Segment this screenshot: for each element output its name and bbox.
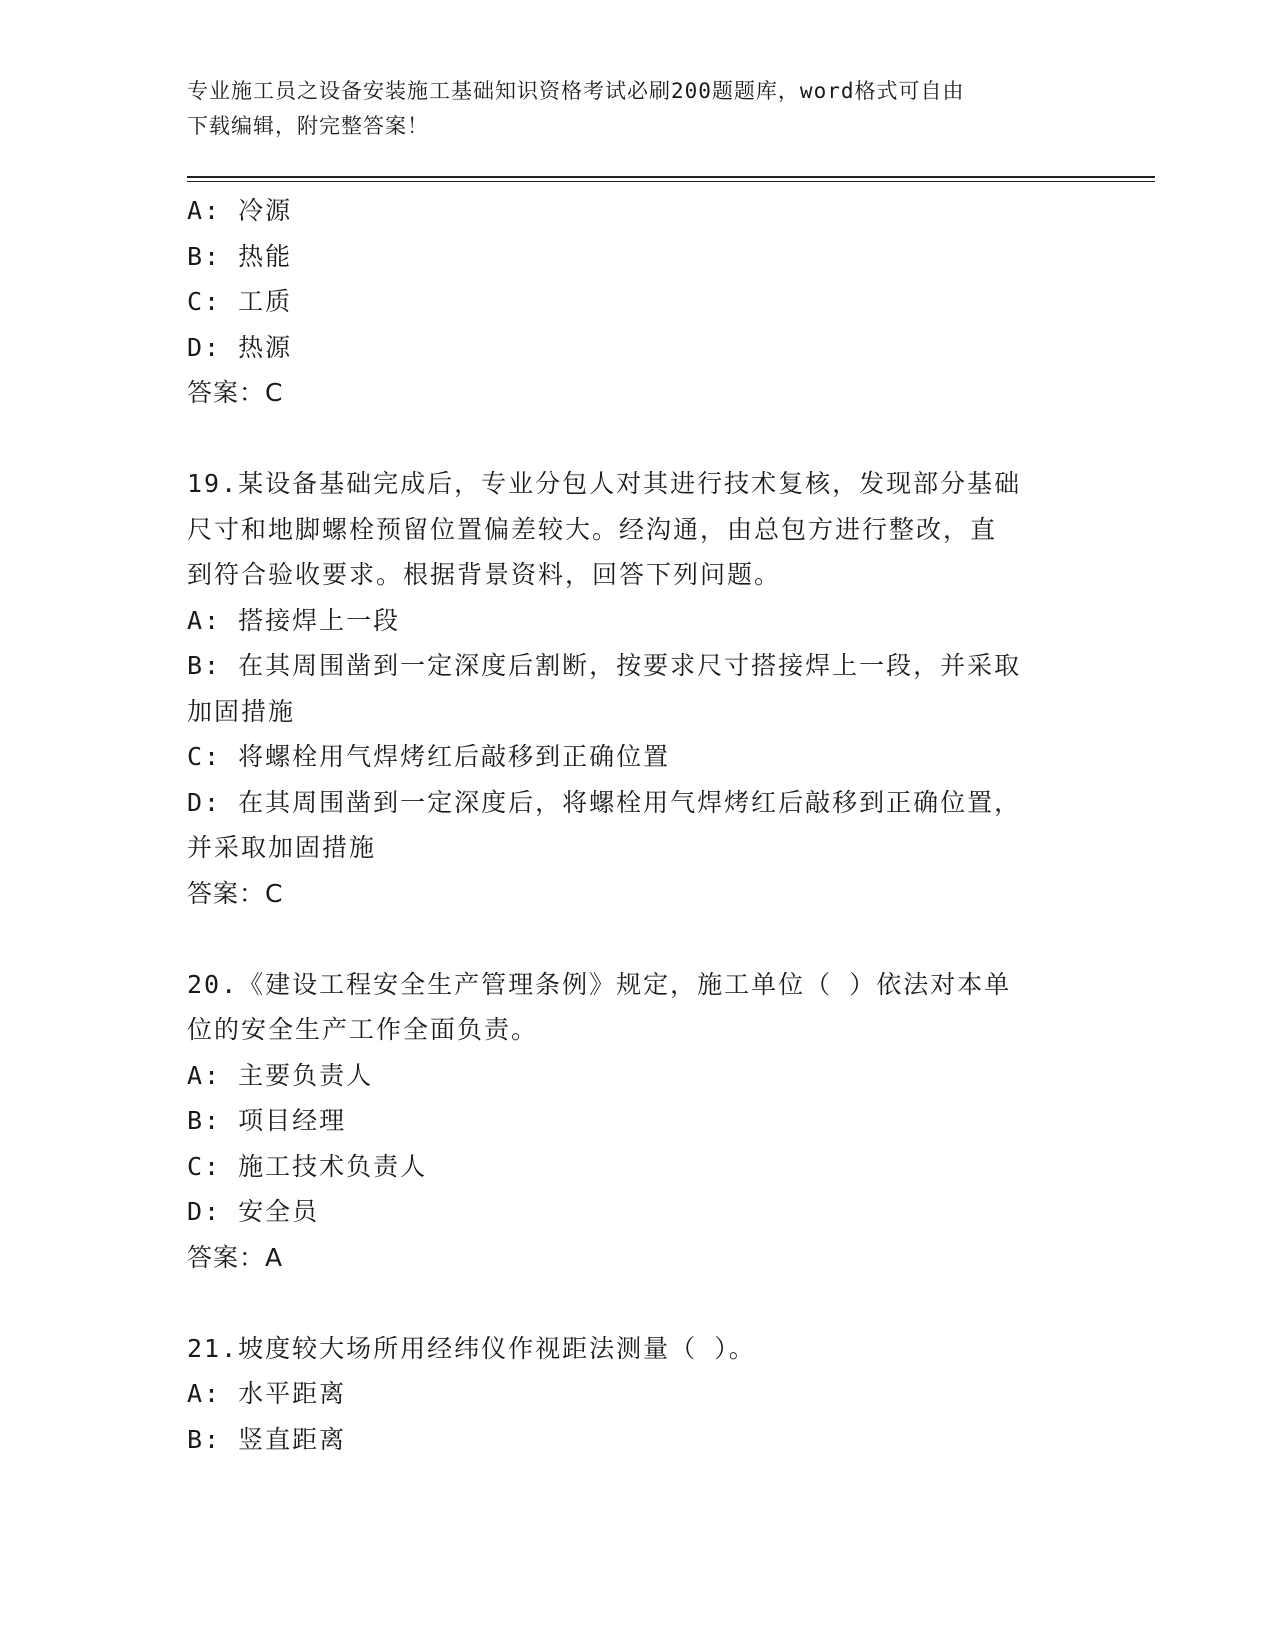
question-stem-line: 19.某设备基础完成后，专业分包人对其进行技术复核，发现部分基础 xyxy=(187,469,1022,498)
question-stem-line: 21.坡度较大场所用经纬仪作视距法测量（ ）。 xyxy=(187,1333,756,1363)
option-d: D: 热源 xyxy=(187,332,293,362)
question-stem-line: 20.《建设工程安全生产管理条例》规定，施工单位（ ）依法对本单 xyxy=(187,969,1012,999)
option-a: A: 冷源 xyxy=(187,196,293,225)
option-a: A: 主要负责人 xyxy=(187,1060,374,1090)
option-a: A: 搭接焊上一段 xyxy=(187,605,401,635)
question-20 xyxy=(187,962,1087,1281)
option-d: D: 在其周围凿到一定深度后，将螺栓用气焊烤红后敲移到正确位置， xyxy=(187,787,1022,817)
question-18-remainder xyxy=(187,188,1087,416)
option-b: B: 竖直距离 xyxy=(187,1424,347,1454)
option-a: A: 水平距离 xyxy=(187,1379,347,1408)
question-21 xyxy=(187,1326,1087,1463)
header-title-line-1: 专业施工员之设备安装施工基础知识资格考试必刷200题题库，word格式可自由 xyxy=(187,79,965,103)
header-rule-thin xyxy=(187,181,1155,182)
page-header xyxy=(187,74,1067,144)
document-body xyxy=(187,188,1087,1462)
header-rule-thick xyxy=(187,176,1155,178)
question-stem-line: 位的安全生产工作全面负责。 xyxy=(187,1015,539,1044)
option-b: B: 热能 xyxy=(187,241,293,271)
option-b: B: 项目经理 xyxy=(187,1106,347,1135)
option-b-continued: 加固措施 xyxy=(187,696,296,726)
option-d-continued: 并采取加固措施 xyxy=(187,833,377,862)
question-19 xyxy=(187,461,1087,916)
option-b: B: 在其周围凿到一定深度后割断，按要求尺寸搭接焊上一段，并采取 xyxy=(187,651,1022,680)
option-c: C: 施工技术负责人 xyxy=(187,1151,428,1181)
question-stem-line: 尺寸和地脚螺栓预留位置偏差较大。经沟通，由总包方进行整改，直 xyxy=(187,514,998,544)
question-stem-line: 到符合验收要求。根据背景资料，回答下列问题。 xyxy=(187,560,782,589)
option-d: D: 安全员 xyxy=(187,1197,320,1226)
header-title-line-2: 下载编辑，附完整答案！ xyxy=(187,114,429,138)
answer-line: 答案：C xyxy=(187,878,284,908)
answer-line: 答案：A xyxy=(187,1242,284,1272)
option-c: C: 将螺栓用气焊烤红后敲移到正确位置 xyxy=(187,742,671,771)
option-c: C: 工质 xyxy=(187,287,293,316)
answer-line: 答案：C xyxy=(187,378,284,407)
